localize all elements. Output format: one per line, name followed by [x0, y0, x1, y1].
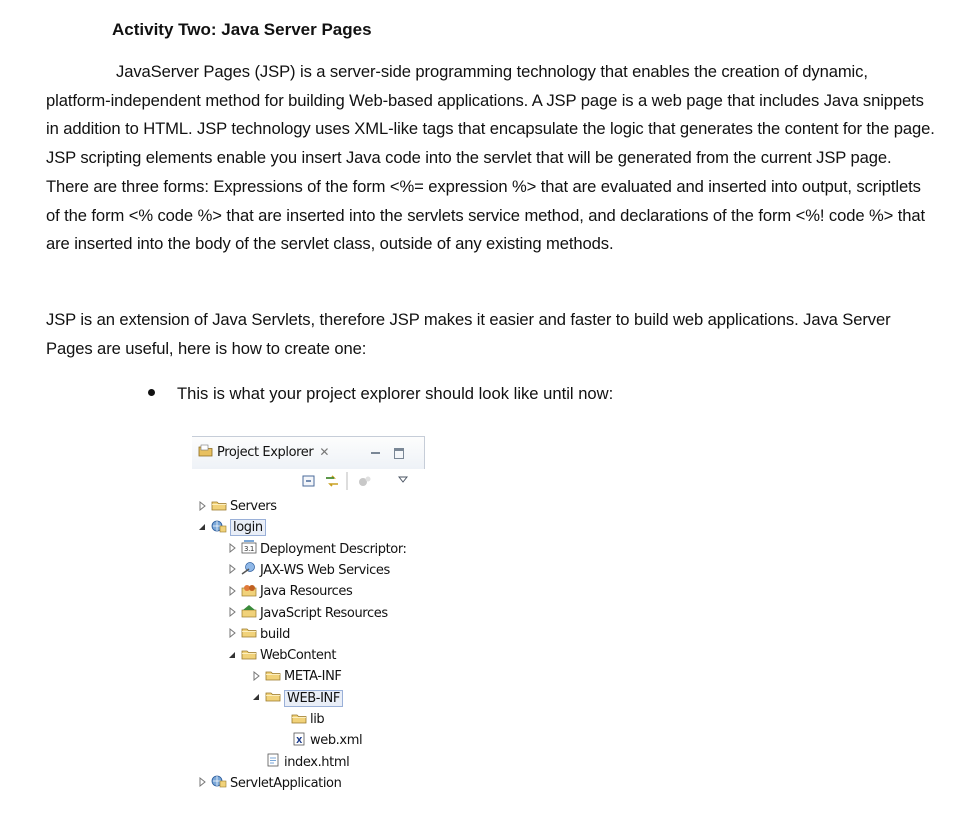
tree-item-jax-ws-web-services[interactable] — [228, 560, 390, 581]
tree-item-javascript-resources[interactable] — [228, 603, 388, 624]
tree-item-build[interactable] — [228, 624, 290, 645]
tree-item-label: web.xml — [310, 733, 363, 749]
collapsed-arrow-icon[interactable] — [252, 671, 261, 681]
tree-item-meta-inf[interactable] — [252, 666, 342, 687]
expanded-arrow-icon[interactable] — [252, 692, 261, 702]
tree-item-label: JavaScript Resources — [260, 605, 388, 621]
html-file-icon — [265, 753, 281, 767]
folder-icon — [291, 711, 307, 725]
bullet-text: This is what your project explorer should look like until now: — [177, 384, 614, 403]
no-arrow-spacer — [278, 735, 287, 745]
javascript-resources-icon — [241, 604, 257, 618]
project-explorer-tab-title: Project Explorer — [217, 445, 314, 460]
collapsed-arrow-icon[interactable] — [228, 607, 237, 617]
folder-icon — [265, 689, 281, 703]
svg-text:X: X — [296, 735, 302, 745]
java-resources-icon — [241, 583, 257, 597]
tree-item-login[interactable] — [198, 517, 266, 538]
tree-item-lib[interactable] — [278, 709, 324, 730]
collapsed-arrow-icon[interactable] — [198, 501, 207, 511]
bullet-dot-icon — [148, 389, 155, 396]
web-services-icon — [241, 561, 257, 575]
tree-item-label: lib — [310, 712, 325, 727]
xml-file-icon — [291, 732, 307, 746]
toolbar-separator — [346, 472, 349, 490]
link-with-editor-icon[interactable] — [324, 474, 340, 488]
collapsed-arrow-icon[interactable] — [228, 564, 237, 574]
filter-icon[interactable] — [357, 474, 373, 488]
tree-item-label: META-INF — [284, 669, 342, 685]
collapsed-arrow-icon[interactable] — [228, 628, 237, 638]
view-menu-chevron-down-icon[interactable] — [398, 476, 408, 484]
paragraph-jsp-intro-text: JavaServer Pages (JSP) is a server-side programming technology that enables the creation of dynamic, platform-independent method for building Web-based applications. A JSP page is a web page that includes Java snippets in addition to HTML. JSP technology uses XML-like tags that encapsulate the logic that generates the content for the page. JSP scripting elements enable you insert Java code into the servlet that will be generated from the current JSP page. There are three forms: Expressions of the form <%= expression %> that are evaluated and inserted into output, scriptlets of the form <% code %> that are inserted into the servlets service method, and declarations of the form <%! code %> that are inserted into the body of the servlet class, outside of any existing methods. — [46, 62, 935, 254]
tree-item-deployment-descriptor[interactable] — [228, 539, 407, 560]
tree-item-webcontent[interactable] — [228, 645, 336, 666]
tree-item-label: login — [230, 519, 266, 536]
web-project-icon — [211, 519, 227, 533]
explorer-toolbar — [302, 472, 412, 490]
collapsed-arrow-icon[interactable] — [228, 586, 237, 596]
collapse-all-icon[interactable] — [302, 474, 316, 488]
minimize-icon[interactable] — [371, 448, 381, 458]
paragraph-jsp-extension: JSP is an extension of Java Servlets, therefore JSP makes it easier and faster to build web applications. Java Server Pages are useful, here is how to create one: — [46, 310, 891, 358]
tree-item-label: JAX-WS Web Services — [260, 562, 390, 578]
tree-item-label: Deployment Descriptor: — [260, 541, 407, 557]
bullet-item — [148, 380, 613, 408]
tree-item-label: Servers — [230, 499, 277, 514]
tree-item-label: Java Resources — [260, 584, 353, 600]
deployment-descriptor-icon — [241, 540, 257, 554]
folder-icon — [241, 625, 257, 639]
tree-item-web-inf[interactable] — [252, 688, 343, 709]
collapsed-arrow-icon[interactable] — [198, 777, 207, 787]
paragraph-jsp-intro — [46, 58, 936, 259]
collapsed-arrow-icon[interactable] — [228, 543, 237, 553]
project-explorer-icon — [198, 444, 214, 458]
tree-item-label: WebContent — [260, 648, 337, 664]
folder-icon — [241, 647, 257, 661]
close-icon[interactable]: ✕ — [319, 445, 329, 459]
no-arrow-spacer — [252, 756, 261, 766]
tree-item-label: ServletApplication — [230, 775, 342, 791]
tree-item-label: index.html — [284, 754, 350, 770]
folder-icon — [211, 498, 227, 512]
expanded-arrow-icon[interactable] — [228, 650, 237, 660]
project-explorer-tab[interactable] — [192, 436, 425, 469]
tree-item-java-resources[interactable] — [228, 581, 352, 602]
tree-item-label: build — [260, 626, 290, 642]
expanded-arrow-icon[interactable] — [198, 522, 207, 532]
no-arrow-spacer — [278, 714, 287, 724]
web-project-icon — [211, 774, 227, 788]
svg-text:3.1: 3.1 — [244, 545, 254, 554]
tree-item-servletapplication[interactable] — [198, 773, 341, 794]
project-explorer-panel — [192, 436, 424, 800]
tree-item-index-html[interactable] — [252, 752, 349, 773]
tree-item-label: WEB-INF — [284, 690, 343, 707]
tree-item-servers[interactable] — [198, 496, 277, 517]
tree-item-web-xml[interactable] — [278, 730, 362, 751]
folder-icon — [265, 668, 281, 682]
maximize-icon[interactable] — [394, 448, 404, 459]
activity-heading: Activity Two: Java Server Pages — [112, 20, 372, 39]
